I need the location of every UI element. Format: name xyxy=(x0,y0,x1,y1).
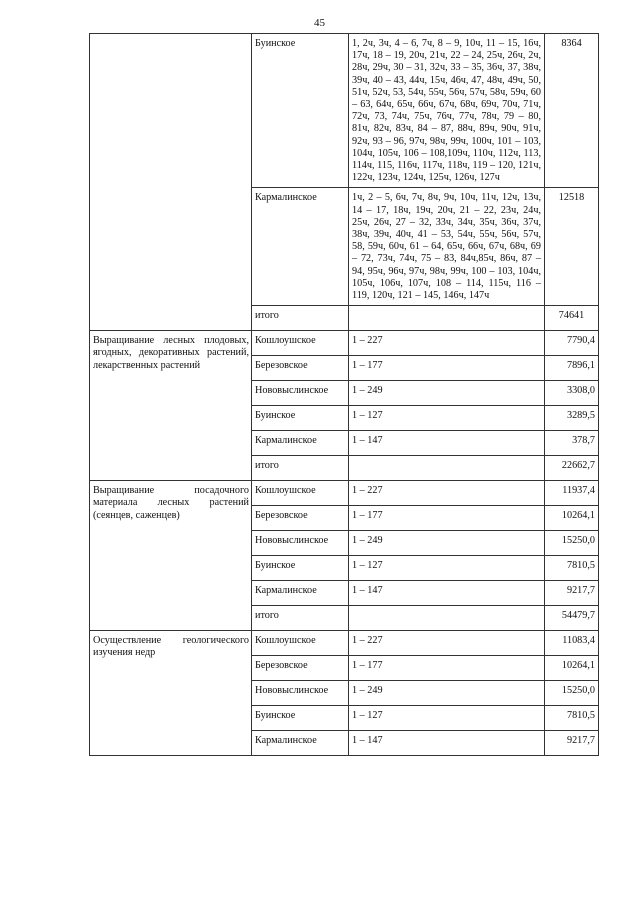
activity-cell: Выращивание посадочного материала лесных растений (сеянцев, саженцев) xyxy=(90,481,252,631)
district-cell: Кошлоушское xyxy=(252,481,349,506)
district-cell: Березовское xyxy=(252,656,349,681)
activity-cell: Выращивание лесных плодовых, ягодных, декоративных растений, лекарственных растений xyxy=(90,331,252,481)
district-cell: Буинское xyxy=(252,706,349,731)
district-cell: Березовское xyxy=(252,356,349,381)
total-value: 22662,7 xyxy=(545,456,599,481)
area-cell: 15250,0 xyxy=(545,531,599,556)
area-cell: 15250,0 xyxy=(545,681,599,706)
parcels-cell: 1 – 127 xyxy=(349,406,545,431)
parcels-cell: 1, 2ч, 3ч, 4 – 6, 7ч, 8 – 9, 10ч, 11 – 15, 16ч, 17ч, 18 – 19, 20ч, 21ч, 22 – 24, 25ч, 26ч, 2ч, 28ч, 29ч, 30 – 31, 32ч, 33 – 35, 36ч, 37, 38ч, 39ч, 40 – 43, 44ч, 15ч, 46ч, 47, 48ч, 49ч, 50, 51ч, 52ч, 53, 54ч, 55ч, 56ч, 57ч, 58ч, 59ч, 60 – 63, 64ч, 65ч, 66ч, 67ч, 68ч, 69ч, 70ч, 71ч, 72ч, 73, 74ч, 75ч, 76ч, 77ч, 78ч, 79 – 80, 81ч, 82ч, 83ч, 84 – 87, 88ч, 89ч, 90ч, 91ч, 92ч, 93 – 96, 97ч, 98ч, 99ч, 100ч, 101 – 103, 104ч, 105ч, 106 – 108,109ч, 110ч, 112ч, 113, 114ч, 115, 116ч, 117ч, 118ч, 119 – 120, 121ч, 122ч, 123ч, 124ч, 125ч, 126ч, 127ч xyxy=(349,34,545,188)
table-row xyxy=(90,481,599,506)
area-cell: 7896,1 xyxy=(545,356,599,381)
area-cell: 9217,7 xyxy=(545,581,599,606)
page-number: 45 xyxy=(314,17,325,29)
table-row xyxy=(90,331,599,356)
total-label: итого xyxy=(252,306,349,331)
empty-cell xyxy=(349,306,545,331)
activity-cell xyxy=(90,34,252,331)
parcels-cell: 1 – 147 xyxy=(349,731,545,756)
district-cell: Нововыслинское xyxy=(252,681,349,706)
parcels-cell: 1ч, 2 – 5, 6ч, 7ч, 8ч, 9ч, 10ч, 11ч, 12ч, 13ч, 14 – 17, 18ч, 19ч, 20ч, 21 – 22, 23ч, 24ч, 25ч, 26ч, 27 – 32, 33ч, 34ч, 35ч, 36ч, 37ч, 38ч, 39ч, 40ч, 41 – 53, 54ч, 55ч, 56ч, 57ч, 58, 59ч, 60ч, 61 – 64, 65ч, 66ч, 67ч, 68ч, 69 – 72, 73ч, 74ч, 75 – 83, 84ч,85ч, 86ч, 87 – 94, 95ч, 96ч, 97ч, 98ч, 99ч, 100 – 103, 104ч, 105ч, 106ч, 107ч, 108 – 114, 115ч, 116 – 119, 120ч, 121 – 145, 146ч, 147ч xyxy=(349,188,545,306)
table-row xyxy=(90,34,599,188)
area-cell: 3289,5 xyxy=(545,406,599,431)
parcels-cell: 1 – 127 xyxy=(349,706,545,731)
district-cell: Кармалинское xyxy=(252,188,349,306)
parcels-cell: 1 – 127 xyxy=(349,556,545,581)
district-cell: Буинское xyxy=(252,34,349,188)
parcels-cell: 1 – 147 xyxy=(349,581,545,606)
parcels-cell: 1 – 249 xyxy=(349,381,545,406)
activity-cell: Осуществление геологического изучения недр xyxy=(90,631,252,756)
district-cell: Кошлоушское xyxy=(252,631,349,656)
total-value: 54479,7 xyxy=(545,606,599,631)
area-cell: 3308,0 xyxy=(545,381,599,406)
parcels-cell: 1 – 227 xyxy=(349,481,545,506)
district-cell: Березовское xyxy=(252,506,349,531)
area-cell: 8364 xyxy=(545,34,599,188)
area-cell: 12518 xyxy=(545,188,599,306)
area-cell: 10264,1 xyxy=(545,506,599,531)
district-cell: Кармалинское xyxy=(252,431,349,456)
district-cell: Буинское xyxy=(252,556,349,581)
area-cell: 11937,4 xyxy=(545,481,599,506)
area-cell: 9217,7 xyxy=(545,731,599,756)
area-cell: 7790,4 xyxy=(545,331,599,356)
parcels-cell: 1 – 249 xyxy=(349,531,545,556)
empty-cell xyxy=(349,456,545,481)
parcels-cell: 1 – 177 xyxy=(349,506,545,531)
district-cell: Кармалинское xyxy=(252,581,349,606)
area-cell: 7810,5 xyxy=(545,556,599,581)
total-label: итого xyxy=(252,606,349,631)
total-value: 74641 xyxy=(545,306,599,331)
district-cell: Нововыслинское xyxy=(252,531,349,556)
parcels-cell: 1 – 147 xyxy=(349,431,545,456)
area-cell: 7810,5 xyxy=(545,706,599,731)
area-cell: 10264,1 xyxy=(545,656,599,681)
forestry-table xyxy=(89,33,599,756)
parcels-cell: 1 – 249 xyxy=(349,681,545,706)
district-cell: Кармалинское xyxy=(252,731,349,756)
parcels-cell: 1 – 227 xyxy=(349,331,545,356)
parcels-cell: 1 – 177 xyxy=(349,656,545,681)
empty-cell xyxy=(349,606,545,631)
district-cell: Буинское xyxy=(252,406,349,431)
parcels-cell: 1 – 227 xyxy=(349,631,545,656)
total-label: итого xyxy=(252,456,349,481)
area-cell: 378,7 xyxy=(545,431,599,456)
district-cell: Кошлоушское xyxy=(252,331,349,356)
table-row xyxy=(90,631,599,656)
district-cell: Нововыслинское xyxy=(252,381,349,406)
parcels-cell: 1 – 177 xyxy=(349,356,545,381)
area-cell: 11083,4 xyxy=(545,631,599,656)
